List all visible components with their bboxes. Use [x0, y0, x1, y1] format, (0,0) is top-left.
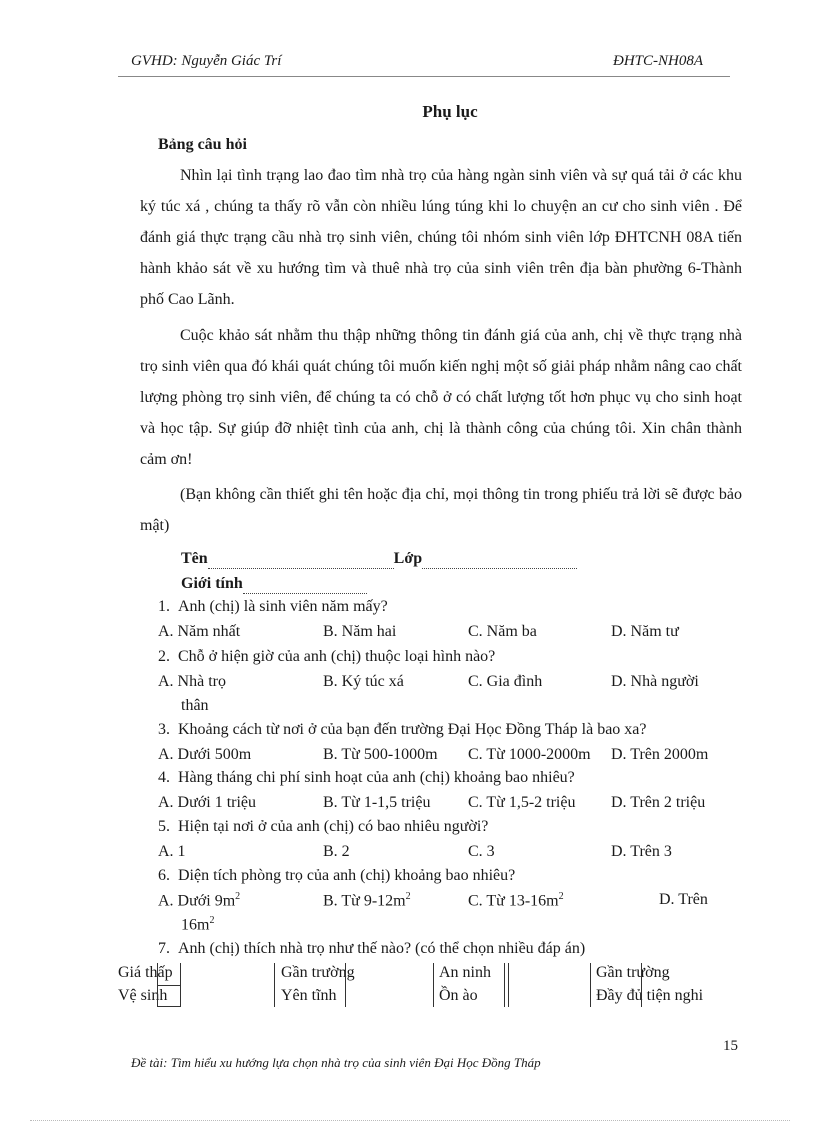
q2-option-a[interactable]: A. Nhà trọ [158, 673, 226, 690]
question-text: Diện tích phòng trọ của anh (chị) khoảng bao nhiêu? [178, 867, 516, 884]
name-label: Tên [181, 550, 208, 567]
question-number: 6. [158, 867, 170, 884]
q4-option-c[interactable]: C. Từ 1,5-2 triệu [468, 794, 576, 811]
q6-option-d[interactable]: D. Trên [659, 891, 708, 908]
pref-security[interactable]: An ninh [439, 964, 491, 981]
checkbox-border [641, 963, 642, 1007]
page-number: 15 [723, 1038, 738, 1054]
q1-option-a[interactable]: A. Năm nhất [158, 623, 241, 640]
pref-near-school[interactable]: Gần trường [281, 964, 355, 981]
gender-blank[interactable] [243, 575, 367, 594]
gender-label: Giới tính [181, 575, 243, 592]
intro-paragraph-3: (Bạn không cần thiết ghi tên hoặc địa chỉ, mọi thông tin trong phiếu trả lời sẽ được bảo mật) [140, 486, 742, 534]
q2-option-c[interactable]: C. Gia đình [468, 673, 543, 690]
checkbox-border [508, 963, 509, 1007]
pref-noisy[interactable]: Ồn ào [439, 987, 478, 1004]
footer-topic: Đề tài: Tìm hiểu xu hướng lựa chọn nhà trọ của sinh viên Đại Học Đồng Tháp [131, 1055, 541, 1070]
question-number: 2. [158, 648, 170, 665]
question-3 [158, 721, 647, 739]
question-text: Chỗ ở hiện giờ của anh (chị) thuộc loại hình nào? [178, 648, 496, 665]
column-divider [274, 963, 275, 1007]
question-2 [158, 648, 495, 666]
intro-text-2 [140, 320, 742, 475]
q2-option-b[interactable]: B. Ký túc xá [323, 673, 404, 690]
question-text: Anh (chị) là sinh viên năm mấy? [178, 598, 388, 615]
question-4 [158, 769, 575, 787]
question-number: 4. [158, 769, 170, 786]
q1-option-d[interactable]: D. Năm tư [611, 623, 679, 640]
question-number: 7. [158, 940, 170, 957]
class-label: Lớp [393, 550, 423, 567]
name-blank[interactable] [208, 550, 394, 569]
page-title: Phụ lục [422, 102, 478, 121]
q6-option-a[interactable] [158, 891, 240, 910]
column-divider [590, 963, 591, 1007]
section-subtitle: Bảng câu hỏi [158, 136, 247, 153]
checkbox-border [345, 963, 346, 1007]
header-left: GVHD: Nguyễn Giác Trí [131, 53, 282, 69]
q4-option-a[interactable]: A. Dưới 1 triệu [158, 794, 257, 811]
question-number: 3. [158, 721, 170, 738]
gender-field[interactable] [181, 575, 367, 594]
q3-option-a[interactable]: A. Dưới 500m [158, 746, 252, 763]
intro-paragraph-2: Cuộc khảo sát nhằm thu thập những thông tin đánh giá của anh, chị về thực trạng nhà trọ sinh viên qua đó khái quát chúng tôi muốn kiến nghị một số giải pháp nhằm nâng cao chất lượng phòng trọ sinh viên, để chúng ta có chỗ ở có chất lượng tốt hơn phục vụ cho sinh hoạt và học tập. Sự giúp đỡ nhiệt tình của anh, chị là thành công của chúng tôi. Xin chân thành cảm ơn! [140, 327, 742, 468]
question-text: Khoảng cách từ nơi ở của bạn đến trường Đại Học Đồng Tháp là bao xa? [178, 721, 647, 738]
pref-low-price[interactable]: Giá thấp [118, 964, 173, 981]
superscript: 2 [209, 915, 215, 926]
q5-option-c[interactable]: C. 3 [468, 843, 495, 860]
q2-option-d-wrap: thân [181, 697, 209, 714]
q3-option-d[interactable]: D. Trên 2000m [611, 746, 709, 763]
superscript: 2 [405, 891, 411, 902]
superscript: 2 [558, 891, 564, 902]
option-text: A. Dưới 9m [158, 892, 236, 910]
q6-option-b[interactable] [323, 891, 411, 910]
option-text: C. Từ 13-16m [468, 892, 559, 910]
header-right: ĐHTC-NH08A [613, 53, 704, 69]
intro-text-3 [140, 479, 742, 541]
checkbox-border [180, 963, 181, 1007]
question-1 [158, 598, 388, 616]
question-number: 5. [158, 818, 170, 835]
q5-option-d[interactable]: D. Trên 3 [611, 843, 672, 860]
superscript: 2 [235, 891, 241, 902]
q6-option-c[interactable] [468, 891, 564, 910]
pref-near-school-2[interactable]: Gần trường [596, 964, 670, 981]
header-rule [118, 76, 730, 77]
q1-option-b[interactable]: B. Năm hai [323, 623, 397, 640]
q2-option-d[interactable]: D. Nhà người [611, 673, 699, 690]
pref-hygiene[interactable]: Vệ sinh [118, 987, 168, 1004]
q5-option-a[interactable]: A. 1 [158, 843, 186, 860]
option-text: 16m [181, 916, 210, 934]
checkbox-divider [157, 985, 180, 986]
class-blank[interactable] [422, 550, 577, 569]
intro-paragraph-1: Nhìn lại tình trạng lao đao tìm nhà trọ của hàng ngàn sinh viên và sự quá tải ở các khu ký túc xá , chúng ta thấy rõ vẫn còn nhiều lúng túng khi lo chuyện an cư cho sinh viên . Để đánh giá thực trạng cầu nhà trọ sinh viên, chúng tôi nhóm sinh viên lớp ĐHTCNH 08A tiến hành khảo sát về xu hướng tìm và thuê nhà trọ của sinh viên trên địa bàn phường 6-Thành phố Cao Lãnh. [140, 167, 742, 308]
question-6 [158, 867, 515, 885]
question-7 [158, 940, 585, 958]
q3-option-c[interactable]: C. Từ 1000-2000m [468, 746, 591, 763]
q1-option-c[interactable]: C. Năm ba [468, 623, 537, 640]
column-divider [433, 963, 434, 1007]
q4-option-b[interactable]: B. Từ 1-1,5 triệu [323, 794, 431, 811]
q5-option-b[interactable]: B. 2 [323, 843, 350, 860]
question-number: 1. [158, 598, 170, 615]
question-text: Anh (chị) thích nhà trọ như thế nào? (có thể chọn nhiều đáp án) [178, 940, 586, 957]
pref-quiet[interactable]: Yên tĩnh [281, 987, 337, 1004]
question-5 [158, 818, 488, 836]
q3-option-b[interactable]: B. Từ 500-1000m [323, 746, 438, 763]
name-field[interactable] [181, 550, 577, 569]
option-text: B. Từ 9-12m [323, 892, 406, 910]
checkbox-border [504, 963, 505, 1007]
question-text: Hiện tại nơi ở của anh (chị) có bao nhiêu người? [178, 818, 489, 835]
q6-option-d-wrap [181, 915, 214, 934]
q4-option-d[interactable]: D. Trên 2 triệu [611, 794, 706, 811]
checkbox-divider [157, 1006, 180, 1007]
question-text: Hàng tháng chi phí sinh hoạt của anh (chị) khoảng bao nhiêu? [178, 769, 575, 786]
intro-text [140, 160, 742, 315]
pref-full-amenities[interactable]: Đầy đủ tiện nghi [596, 987, 704, 1004]
page-bottom-rule [30, 1120, 790, 1121]
